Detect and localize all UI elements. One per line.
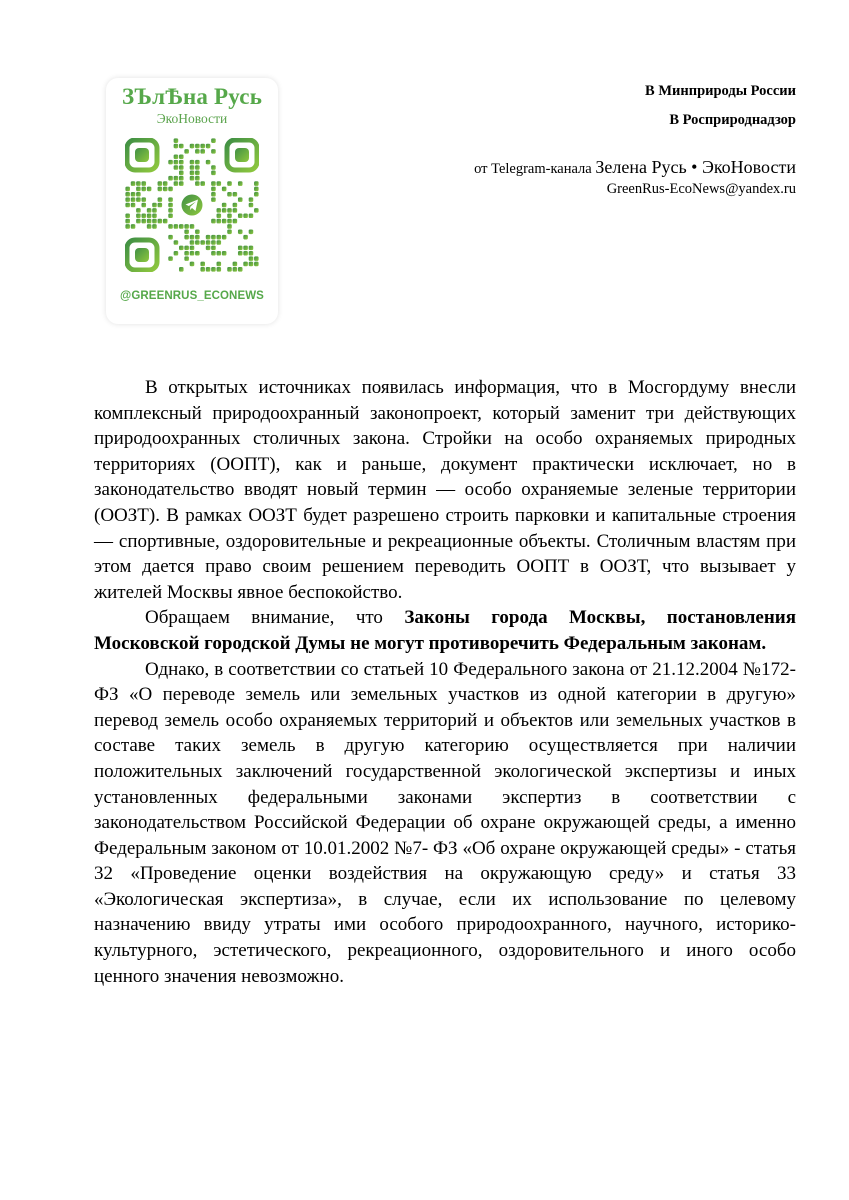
qr-module bbox=[227, 208, 232, 213]
qr-module bbox=[184, 235, 189, 240]
qr-module bbox=[222, 208, 227, 213]
qr-module bbox=[179, 181, 184, 186]
qr-module bbox=[179, 144, 184, 149]
qr-module bbox=[243, 251, 248, 256]
qr-module bbox=[254, 262, 259, 267]
qr-module bbox=[206, 144, 211, 149]
qr-module bbox=[190, 165, 195, 170]
telegram-icon bbox=[179, 192, 205, 218]
qr-module bbox=[152, 213, 157, 218]
qr-module bbox=[168, 208, 173, 213]
qr-module bbox=[125, 213, 130, 218]
qr-module bbox=[222, 219, 227, 224]
qr-module bbox=[131, 192, 136, 197]
qr-module bbox=[217, 235, 222, 240]
qr-module bbox=[163, 181, 168, 186]
qr-module bbox=[158, 219, 163, 224]
logo-subtitle: ЭкоНовости bbox=[156, 111, 228, 126]
qr-module bbox=[243, 246, 248, 251]
qr-module bbox=[174, 181, 179, 186]
qr-finder-top-right bbox=[227, 140, 257, 170]
qr-module bbox=[222, 187, 227, 192]
qr-module bbox=[222, 203, 227, 208]
paragraph-2-intro: Обращаем внимание, что bbox=[145, 607, 405, 629]
qr-module bbox=[125, 192, 130, 197]
qr-module bbox=[125, 187, 130, 192]
qr-module bbox=[195, 171, 200, 176]
qr-module bbox=[211, 197, 216, 202]
qr-module bbox=[249, 256, 254, 261]
qr-module bbox=[200, 181, 205, 186]
qr-module bbox=[211, 246, 216, 251]
qr-module bbox=[174, 154, 179, 159]
qr-module bbox=[184, 246, 189, 251]
qr-module bbox=[254, 187, 259, 192]
qr-module bbox=[195, 230, 200, 235]
qr-module bbox=[195, 144, 200, 149]
qr-module bbox=[168, 235, 173, 240]
qr-module bbox=[200, 262, 205, 267]
qr-module bbox=[195, 176, 200, 181]
qr-module bbox=[195, 235, 200, 240]
qr-module bbox=[131, 197, 136, 202]
addressee-agency: В Росприроднадзор bbox=[669, 112, 796, 128]
qr-module bbox=[190, 251, 195, 256]
qr-module bbox=[254, 181, 259, 186]
qr-module bbox=[227, 267, 232, 272]
qr-module bbox=[227, 224, 232, 229]
letter-body bbox=[94, 375, 796, 989]
qr-module bbox=[125, 219, 130, 224]
logo-title: ЗЪлѢна Русь bbox=[121, 84, 263, 109]
qr-module bbox=[195, 160, 200, 165]
qr-module bbox=[217, 262, 222, 267]
qr-module bbox=[243, 213, 248, 218]
qr-module bbox=[249, 230, 254, 235]
qr-module bbox=[227, 181, 232, 186]
qr-module bbox=[200, 240, 205, 245]
qr-module bbox=[168, 197, 173, 202]
qr-module bbox=[190, 235, 195, 240]
qr-module bbox=[136, 181, 141, 186]
qr-module bbox=[217, 208, 222, 213]
qr-module bbox=[125, 197, 130, 202]
qr-module bbox=[141, 213, 146, 218]
qr-module bbox=[211, 138, 216, 143]
qr-module bbox=[249, 262, 254, 267]
qr-module bbox=[141, 219, 146, 224]
qr-module bbox=[174, 240, 179, 245]
qr-module bbox=[217, 213, 222, 218]
qr-module bbox=[233, 203, 238, 208]
qr-module bbox=[136, 208, 141, 213]
qr-module bbox=[211, 149, 216, 154]
qr-module bbox=[200, 144, 205, 149]
qr-module bbox=[184, 251, 189, 256]
qr-module bbox=[141, 197, 146, 202]
qr-module bbox=[174, 165, 179, 170]
qr-module bbox=[238, 197, 243, 202]
qr-module bbox=[179, 224, 184, 229]
qr-module bbox=[243, 262, 248, 267]
qr-module bbox=[217, 267, 222, 272]
qr-module bbox=[217, 219, 222, 224]
qr-module bbox=[179, 267, 184, 272]
qr-module bbox=[217, 181, 222, 186]
qr-module bbox=[152, 203, 157, 208]
qr-module bbox=[168, 160, 173, 165]
qr-module bbox=[131, 181, 136, 186]
qr-code-graphic bbox=[125, 138, 259, 272]
qr-module bbox=[195, 181, 200, 186]
qr-module bbox=[184, 224, 189, 229]
paragraph-2 bbox=[94, 605, 796, 656]
qr-module bbox=[211, 267, 216, 272]
qr-module bbox=[238, 246, 243, 251]
qr-module bbox=[206, 246, 211, 251]
qr-module bbox=[233, 208, 238, 213]
qr-module bbox=[195, 149, 200, 154]
paragraph-2-emphasis: Законы города Москвы, постановления Московской городской Думы не могут противоречить Федеральным законам. bbox=[94, 607, 796, 654]
qr-module bbox=[238, 181, 243, 186]
qr-module bbox=[168, 224, 173, 229]
qr-code bbox=[125, 138, 259, 272]
qr-module bbox=[190, 224, 195, 229]
qr-module bbox=[179, 154, 184, 159]
qr-finder-bottom-left bbox=[127, 240, 157, 270]
qr-module bbox=[158, 197, 163, 202]
qr-module bbox=[136, 213, 141, 218]
qr-module bbox=[249, 251, 254, 256]
qr-module bbox=[238, 213, 243, 218]
qr-module bbox=[227, 230, 232, 235]
qr-module bbox=[211, 235, 216, 240]
qr-module bbox=[184, 230, 189, 235]
qr-module bbox=[190, 160, 195, 165]
qr-module bbox=[206, 240, 211, 245]
qr-module bbox=[233, 267, 238, 272]
qr-module bbox=[152, 208, 157, 213]
qr-module bbox=[200, 267, 205, 272]
qr-module bbox=[249, 213, 254, 218]
qr-module bbox=[200, 149, 205, 154]
qr-module bbox=[254, 256, 259, 261]
qr-module bbox=[163, 187, 168, 192]
qr-module bbox=[190, 262, 195, 267]
qr-module bbox=[254, 208, 259, 213]
qr-module bbox=[249, 197, 254, 202]
qr-module bbox=[174, 144, 179, 149]
qr-module bbox=[211, 181, 216, 186]
qr-module bbox=[254, 192, 259, 197]
qr-module bbox=[136, 197, 141, 202]
qr-module bbox=[238, 251, 243, 256]
qr-module bbox=[141, 181, 146, 186]
qr-module bbox=[141, 203, 146, 208]
qr-module bbox=[211, 192, 216, 197]
qr-module bbox=[174, 138, 179, 143]
logo-handle: @GREENRUS_ECONEWS bbox=[120, 290, 264, 302]
qr-module bbox=[136, 219, 141, 224]
sender-channel-name: Зелена Русь • ЭкоНовости bbox=[595, 157, 796, 177]
qr-module bbox=[174, 160, 179, 165]
qr-module bbox=[131, 203, 136, 208]
addressee-ministry: В Минприроды России bbox=[645, 83, 796, 99]
qr-module bbox=[174, 224, 179, 229]
qr-module bbox=[238, 230, 243, 235]
qr-module bbox=[190, 240, 195, 245]
qr-module bbox=[168, 203, 173, 208]
qr-module bbox=[158, 181, 163, 186]
qr-module bbox=[136, 187, 141, 192]
qr-module bbox=[206, 235, 211, 240]
qr-module bbox=[249, 246, 254, 251]
qr-module bbox=[174, 176, 179, 181]
qr-module bbox=[158, 203, 163, 208]
qr-module bbox=[179, 176, 184, 181]
paragraph-3: Однако, в соответствии со статьей 10 Федерального закона от 21.12.2004 №172-ФЗ «О переводе земель или земельных участков из одной категории в другую» перевод земель особо охраняемых территорий и объектов или земельных участков в составе таких земель в другую категорию осуществляется при наличии положительных заключений государственной экологической экспертизы и иных установленных федеральными законами экспертиз в соответствии с законодательством Российской Федерации об охране окружающей среды, а именно Федеральным законом от 10.01.2002 №7- ФЗ «Об охране окружающей среды» - статья 32 «Проведение оценки воздействия на окружающую среду» и статья 33 «Экологическая экспертиза», в случае, если их использование по целевому назначению ввиду утраты ими особого природоохранного, научного, историко-культурного, эстетического, рекреационного, оздоровительного и иного особо ценного значения невозможно. bbox=[94, 658, 796, 987]
qr-module bbox=[179, 165, 184, 170]
qr-module bbox=[147, 187, 152, 192]
qr-module bbox=[179, 160, 184, 165]
qr-module bbox=[125, 224, 130, 229]
qr-module bbox=[217, 240, 222, 245]
qr-module bbox=[211, 165, 216, 170]
qr-module bbox=[233, 219, 238, 224]
qr-module bbox=[222, 251, 227, 256]
qr-module bbox=[206, 160, 211, 165]
qr-module bbox=[217, 251, 222, 256]
qr-module bbox=[158, 187, 163, 192]
qr-module bbox=[184, 149, 189, 154]
qr-module bbox=[125, 203, 130, 208]
qr-module bbox=[174, 251, 179, 256]
qr-module bbox=[206, 267, 211, 272]
qr-module bbox=[147, 224, 152, 229]
qr-module bbox=[227, 192, 232, 197]
qr-module bbox=[211, 251, 216, 256]
qr-module bbox=[168, 187, 173, 192]
qr-module bbox=[195, 251, 200, 256]
qr-module bbox=[131, 224, 136, 229]
qr-module bbox=[168, 256, 173, 261]
qr-module bbox=[179, 246, 184, 251]
qr-module bbox=[211, 240, 216, 245]
qr-module bbox=[147, 219, 152, 224]
qr-module bbox=[190, 246, 195, 251]
qr-module bbox=[195, 165, 200, 170]
qr-module bbox=[243, 235, 248, 240]
qr-module bbox=[211, 187, 216, 192]
qr-module bbox=[190, 171, 195, 176]
paragraph-1: В открытых источниках появилась информация, что в Мосгордуму внесли комплексный природоохранный законопроект, который заменит три действующих природоохранных столичных закона. Стройки на особо охраняемых природных территориях (ООПТ), как и раньше, документ практически исключает, но в законодательство вводят новый термин — особо охраняемые зеленые территории (ООЗТ). В рамках ООЗТ будет разрешено строить парковки и капитальные строения — спортивные, оздоровительные и рекреационные объекты. Столичным властям при этом дается право своим решением переводить ООПТ в ООЗТ, что вызывает у жителей Москвы явное беспокойство. bbox=[94, 377, 796, 603]
qr-module bbox=[163, 219, 168, 224]
qr-module bbox=[211, 219, 216, 224]
qr-finder-top-left bbox=[127, 140, 157, 170]
qr-module bbox=[152, 224, 157, 229]
qr-module bbox=[238, 267, 243, 272]
qr-module bbox=[233, 192, 238, 197]
qr-module bbox=[249, 203, 254, 208]
qr-module bbox=[147, 213, 152, 218]
qr-module bbox=[184, 256, 189, 261]
qr-module bbox=[168, 176, 173, 181]
qr-module bbox=[190, 176, 195, 181]
sender-prefix: от Telegram-канала bbox=[474, 161, 596, 177]
qr-module bbox=[227, 219, 232, 224]
channel-logo-card bbox=[106, 78, 278, 324]
qr-module bbox=[227, 213, 232, 218]
qr-module bbox=[211, 171, 216, 176]
sender-email: GreenRus-EcoNews@yandex.ru bbox=[606, 181, 796, 197]
qr-module bbox=[147, 208, 152, 213]
qr-module bbox=[136, 192, 141, 197]
qr-module bbox=[195, 240, 200, 245]
qr-module bbox=[179, 171, 184, 176]
qr-module bbox=[141, 187, 146, 192]
qr-module bbox=[222, 235, 227, 240]
qr-module bbox=[168, 213, 173, 218]
qr-module bbox=[152, 219, 157, 224]
qr-module bbox=[190, 144, 195, 149]
qr-module bbox=[233, 262, 238, 267]
sender-line bbox=[474, 157, 796, 178]
